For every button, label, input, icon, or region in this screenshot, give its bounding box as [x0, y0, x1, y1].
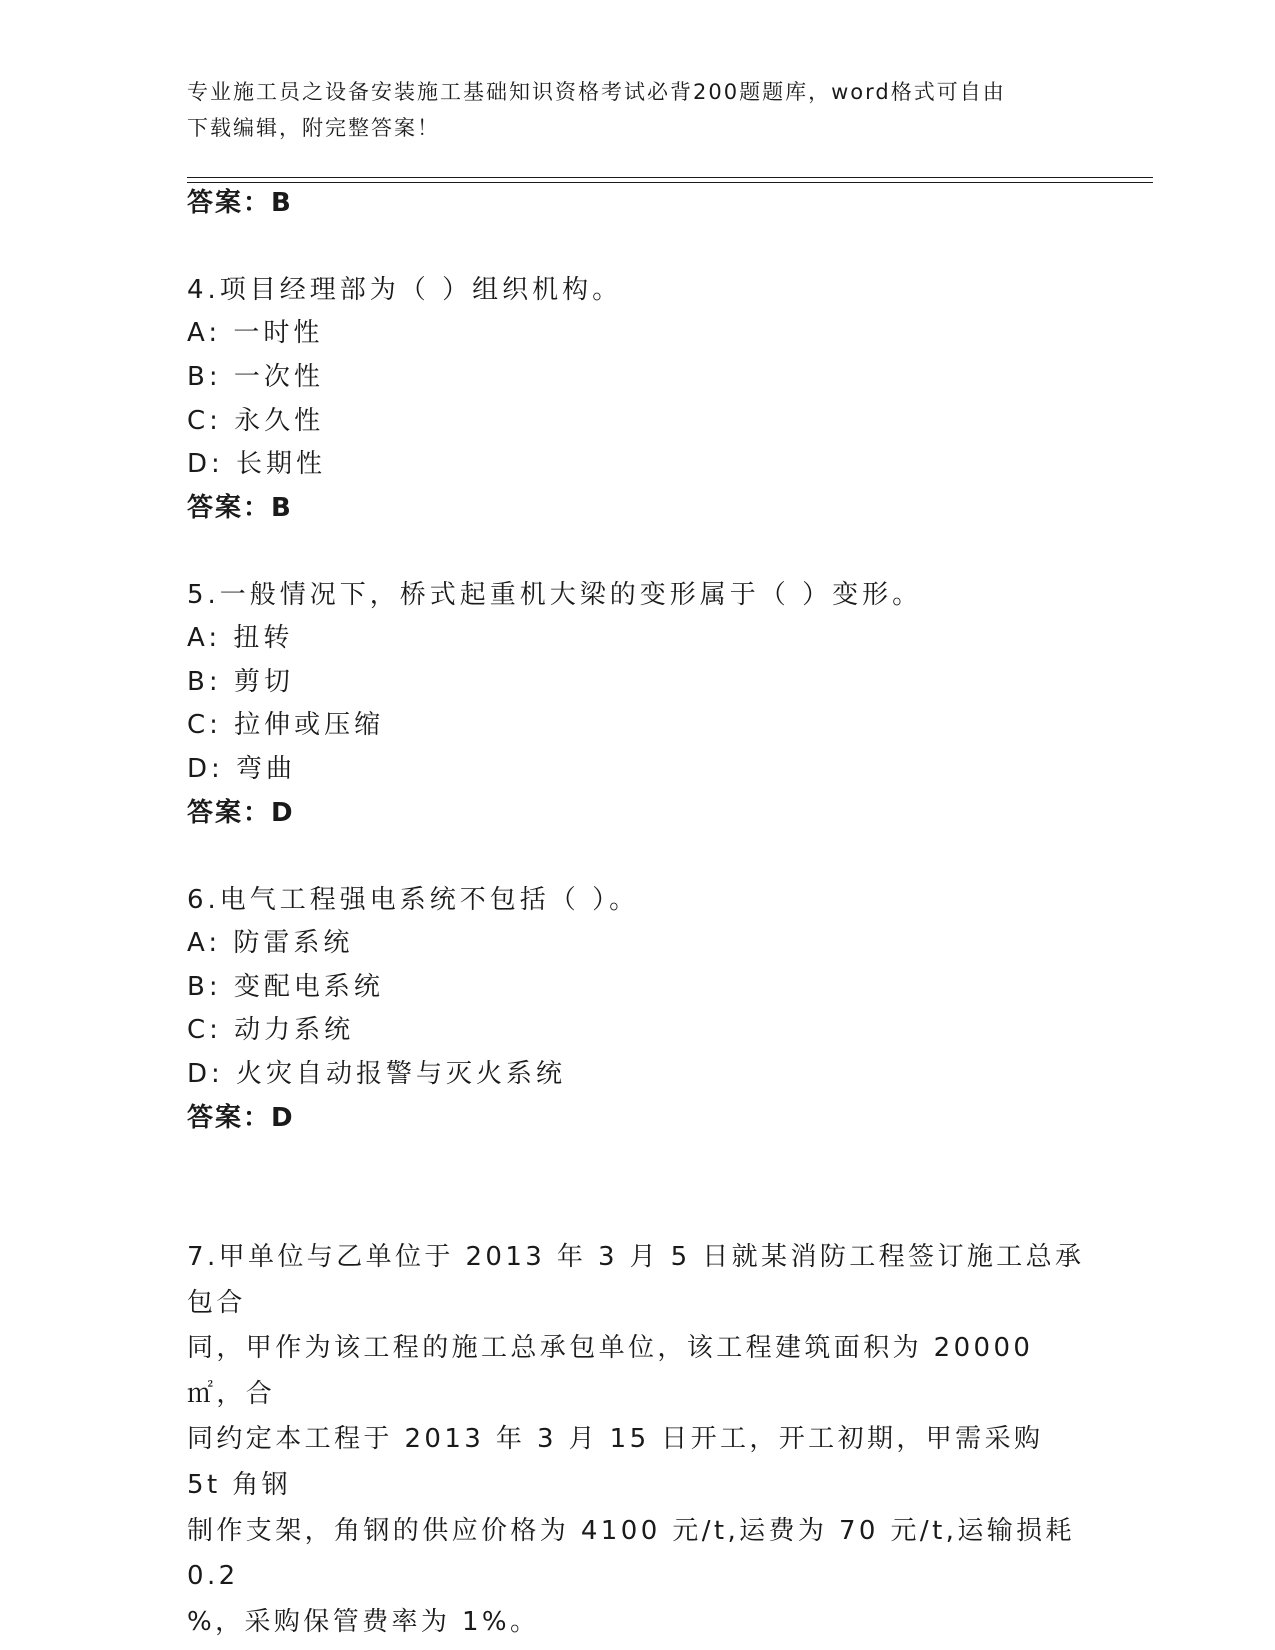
question-option: B: 一次性	[187, 362, 324, 392]
question-7-line: %，采购保管费率为 1%。	[187, 1606, 540, 1637]
question-option: B: 变配电系统	[187, 972, 384, 1002]
question-option: C: 永久性	[187, 406, 325, 436]
answer-label: 答案：D	[187, 798, 295, 828]
header-line-1: 专业施工员之设备安装施工基础知识资格考试必背200题题库，word格式可自由	[187, 80, 1006, 104]
question-7-text	[187, 1235, 1087, 1645]
question-option: A: 防雷系统	[187, 928, 354, 958]
question-7-line: 7.甲单位与乙单位于 2013 年 3 月 5 日就某消防工程签订施工总承包合	[187, 1242, 1085, 1318]
document-header	[187, 74, 1067, 146]
question-option: D: 火灾自动报警与灭火系统	[187, 1059, 567, 1089]
question-7-line: 制作支架，角钢的供应价格为 4100 元/t,运费为 70 元/t,运输损耗 0.2	[187, 1515, 1075, 1592]
question-option: D: 弯曲	[187, 754, 297, 784]
question-7-line: 同约定本工程于 2013 年 3 月 15 日开工，开工初期，甲需采购 5t 角钢	[187, 1424, 1044, 1500]
question-option: C: 动力系统	[187, 1015, 355, 1045]
question-option: A: 扭转	[187, 623, 294, 653]
question-option: D: 长期性	[187, 449, 327, 479]
question-option: A: 一时性	[187, 318, 324, 348]
header-line-2: 下载编辑，附完整答案！	[187, 116, 440, 140]
question-7-line: 同，甲作为该工程的施工总承包单位，该工程建筑面积为 20000㎡，合	[187, 1333, 1034, 1409]
header-divider-bottom	[187, 182, 1153, 183]
question-stem: 4.项目经理部为（ ）组织机构。	[187, 275, 623, 305]
question-stem: 5.一般情况下，桥式起重机大梁的变形属于（ ）变形。	[187, 580, 923, 610]
question-option: B: 剪切	[187, 667, 294, 697]
answer-label: 答案：B	[187, 188, 293, 218]
question-stem: 6.电气工程强电系统不包括（ ）。	[187, 885, 640, 915]
header-divider-top	[187, 177, 1153, 178]
answer-label: 答案：B	[187, 493, 293, 523]
answer-label: 答案：D	[187, 1103, 295, 1133]
question-option: C: 拉伸或压缩	[187, 710, 385, 740]
